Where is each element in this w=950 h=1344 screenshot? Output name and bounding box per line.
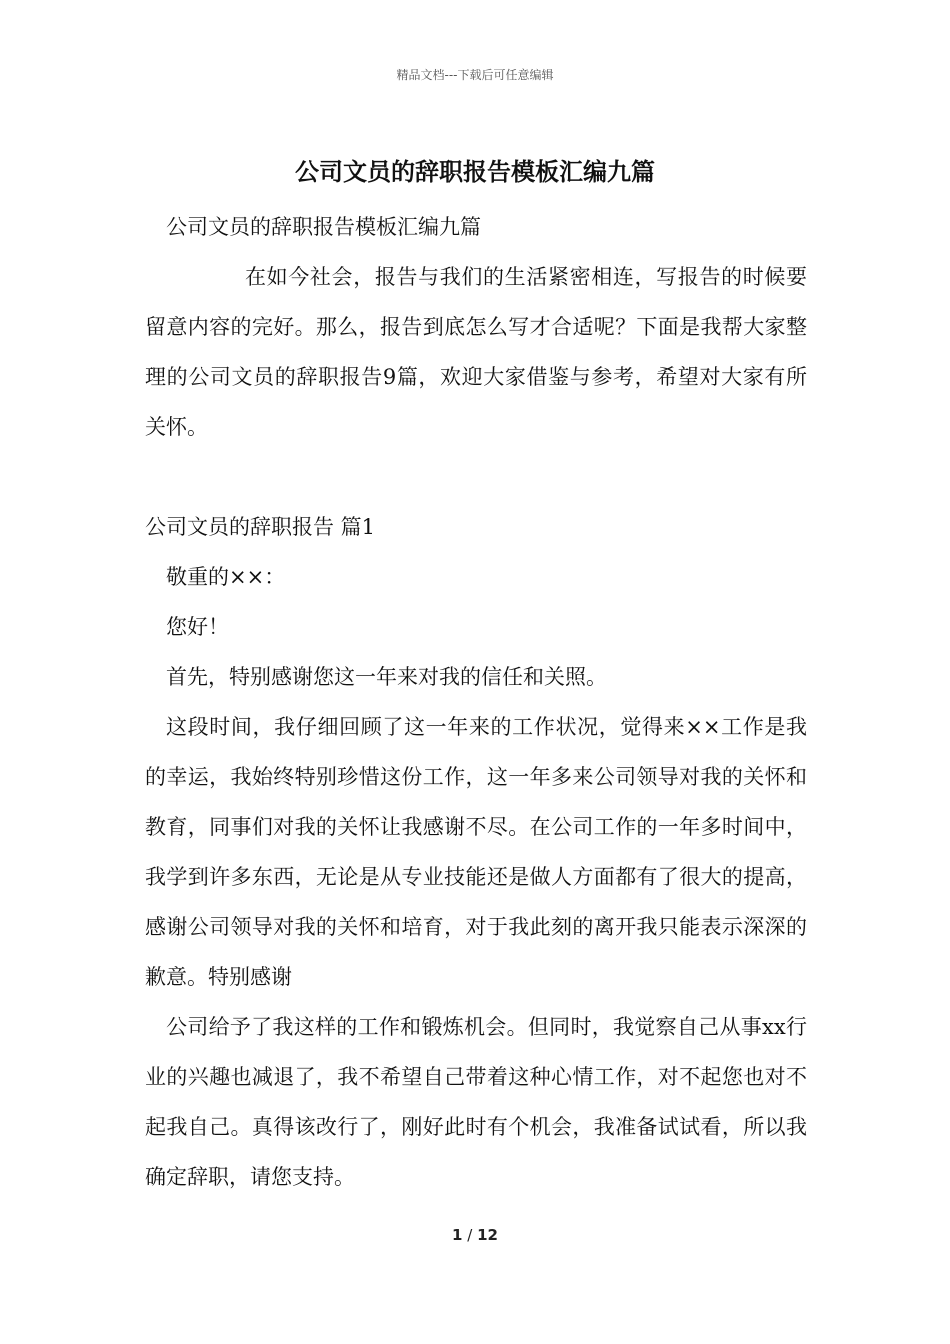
intro-paragraph: 在如今社会，报告与我们的生活紧密相连，写报告的时候要留意内容的完好。那么，报告到底怎么写才合适呢？下面是我帮大家整理的公司文员的辞职报告9篇，欢迎大家借鉴与参考，希望对大家有所关怀。 <box>145 265 807 439</box>
current-page: 1 <box>452 1226 463 1244</box>
salutation: 敬重的××： <box>166 565 286 589</box>
total-pages: 12 <box>477 1226 498 1244</box>
document-title: 公司文员的辞职报告模板汇编九篇 <box>295 157 655 186</box>
body-paragraph: 首先，特别感谢您这一年来对我的信任和关照。 <box>166 665 607 689</box>
page-separator: / <box>467 1226 473 1244</box>
section-heading: 公司文员的辞职报告 篇1 <box>145 515 376 539</box>
document-subtitle: 公司文员的辞职报告模板汇编九篇 <box>166 215 481 239</box>
greeting: 您好！ <box>166 615 229 639</box>
header-note: 精品文档---下载后可任意编辑 <box>396 68 554 82</box>
document-body <box>145 202 807 1202</box>
body-paragraph: 这段时间，我仔细回顾了这一年来的工作状况，觉得来××工作是我的幸运，我始终特别珍惜这份工作，这一年多来公司领导对我的关怀和教育，同事们对我的关怀让我感谢不尽。在公司工作的一年多时间中，我学到许多东西，无论是从专业技能还是做人方面都有了很大的提高，感谢公司领导对我的关怀和培育，对于我此刻的离开我只能表示深深的歉意。特别感谢 <box>145 715 807 989</box>
body-paragraph: 公司给予了我这样的工作和锻炼机会。但同时，我觉察自己从事xx行业的兴趣也减退了，我不希望自己带着这种心情工作，对不起您也对不起我自己。真得该改行了，刚好此时有个机会，我准备试试看，所以我确定辞职，请您支持。 <box>145 1015 807 1189</box>
blank-line <box>145 452 807 502</box>
page-number <box>0 1226 950 1244</box>
